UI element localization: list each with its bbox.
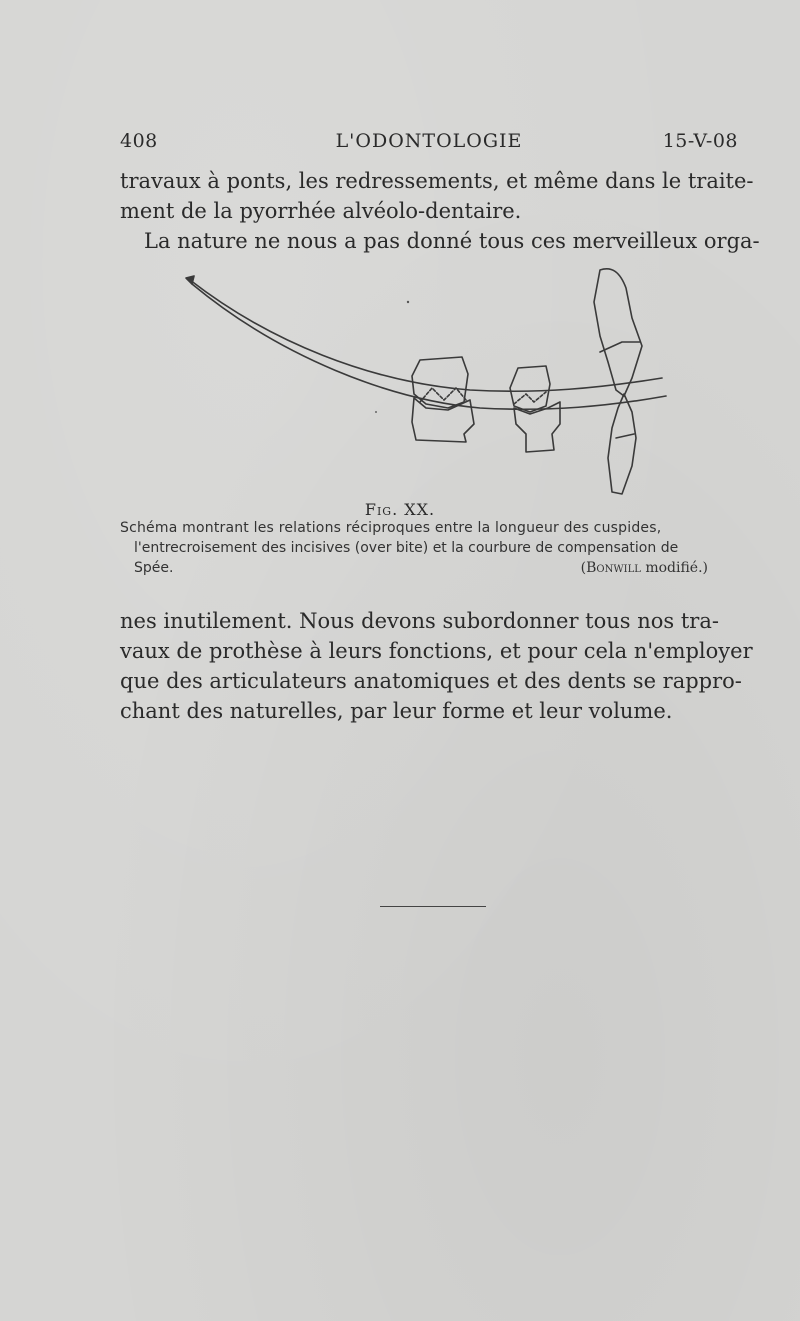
text-line: chant des naturelles, par leur forme et leur volume.: [120, 699, 673, 723]
paragraph-top: [120, 166, 760, 256]
credit-open: (: [580, 560, 587, 576]
running-head: [120, 130, 738, 158]
text-line: que des articulateurs anatomiques et des dents se rappro-: [120, 669, 742, 693]
molar-1-lower: [412, 398, 474, 442]
dental-diagram-figure: [180, 262, 670, 502]
incisor-upper: [594, 269, 642, 396]
journal-title: L'ODONTOLOGIE: [335, 130, 523, 152]
paragraph-bottom: [120, 606, 753, 726]
figure-label: Fig. XX.: [364, 500, 436, 519]
text-line: ment de la pyorrhée alvéolo-dentaire.: [120, 199, 522, 223]
text-line: vaux de prothèse à leurs fonctions, et pour cela n'employer: [120, 639, 753, 663]
premolar-upper: [510, 366, 550, 412]
text-line: La nature ne nous a pas donné tous ces merveilleux orga-: [144, 229, 760, 253]
caption-line: Schéma montrant les relations réciproques entre la longueur des cuspides,: [120, 520, 662, 536]
print-speck: [407, 301, 409, 303]
molar-1-upper: [412, 357, 468, 408]
credit-name: Bonwill: [586, 560, 641, 576]
figure-caption: [120, 518, 750, 578]
text-line: travaux à ponts, les redressements, et même dans le traite-: [120, 169, 754, 193]
page-number: 408: [120, 130, 158, 152]
curve-of-spee-upper: [190, 280, 662, 391]
caption-credit: [581, 558, 708, 578]
incisor-lower: [608, 394, 636, 494]
caption-line: l'entrecroisement des incisives (over bite) et la courbure de compensation de: [134, 540, 679, 556]
caption-line: Spée.: [134, 560, 174, 576]
issue-date: 15-V-08: [662, 130, 738, 152]
section-divider-rule: [380, 906, 486, 907]
dental-curve-diagram: [180, 262, 670, 502]
curve-tip: [186, 276, 194, 284]
print-speck: [375, 411, 377, 413]
text-line: nes inutilement. Nous devons subordonner tous nos tra-: [120, 609, 719, 633]
credit-rest: modifié.): [645, 560, 708, 576]
